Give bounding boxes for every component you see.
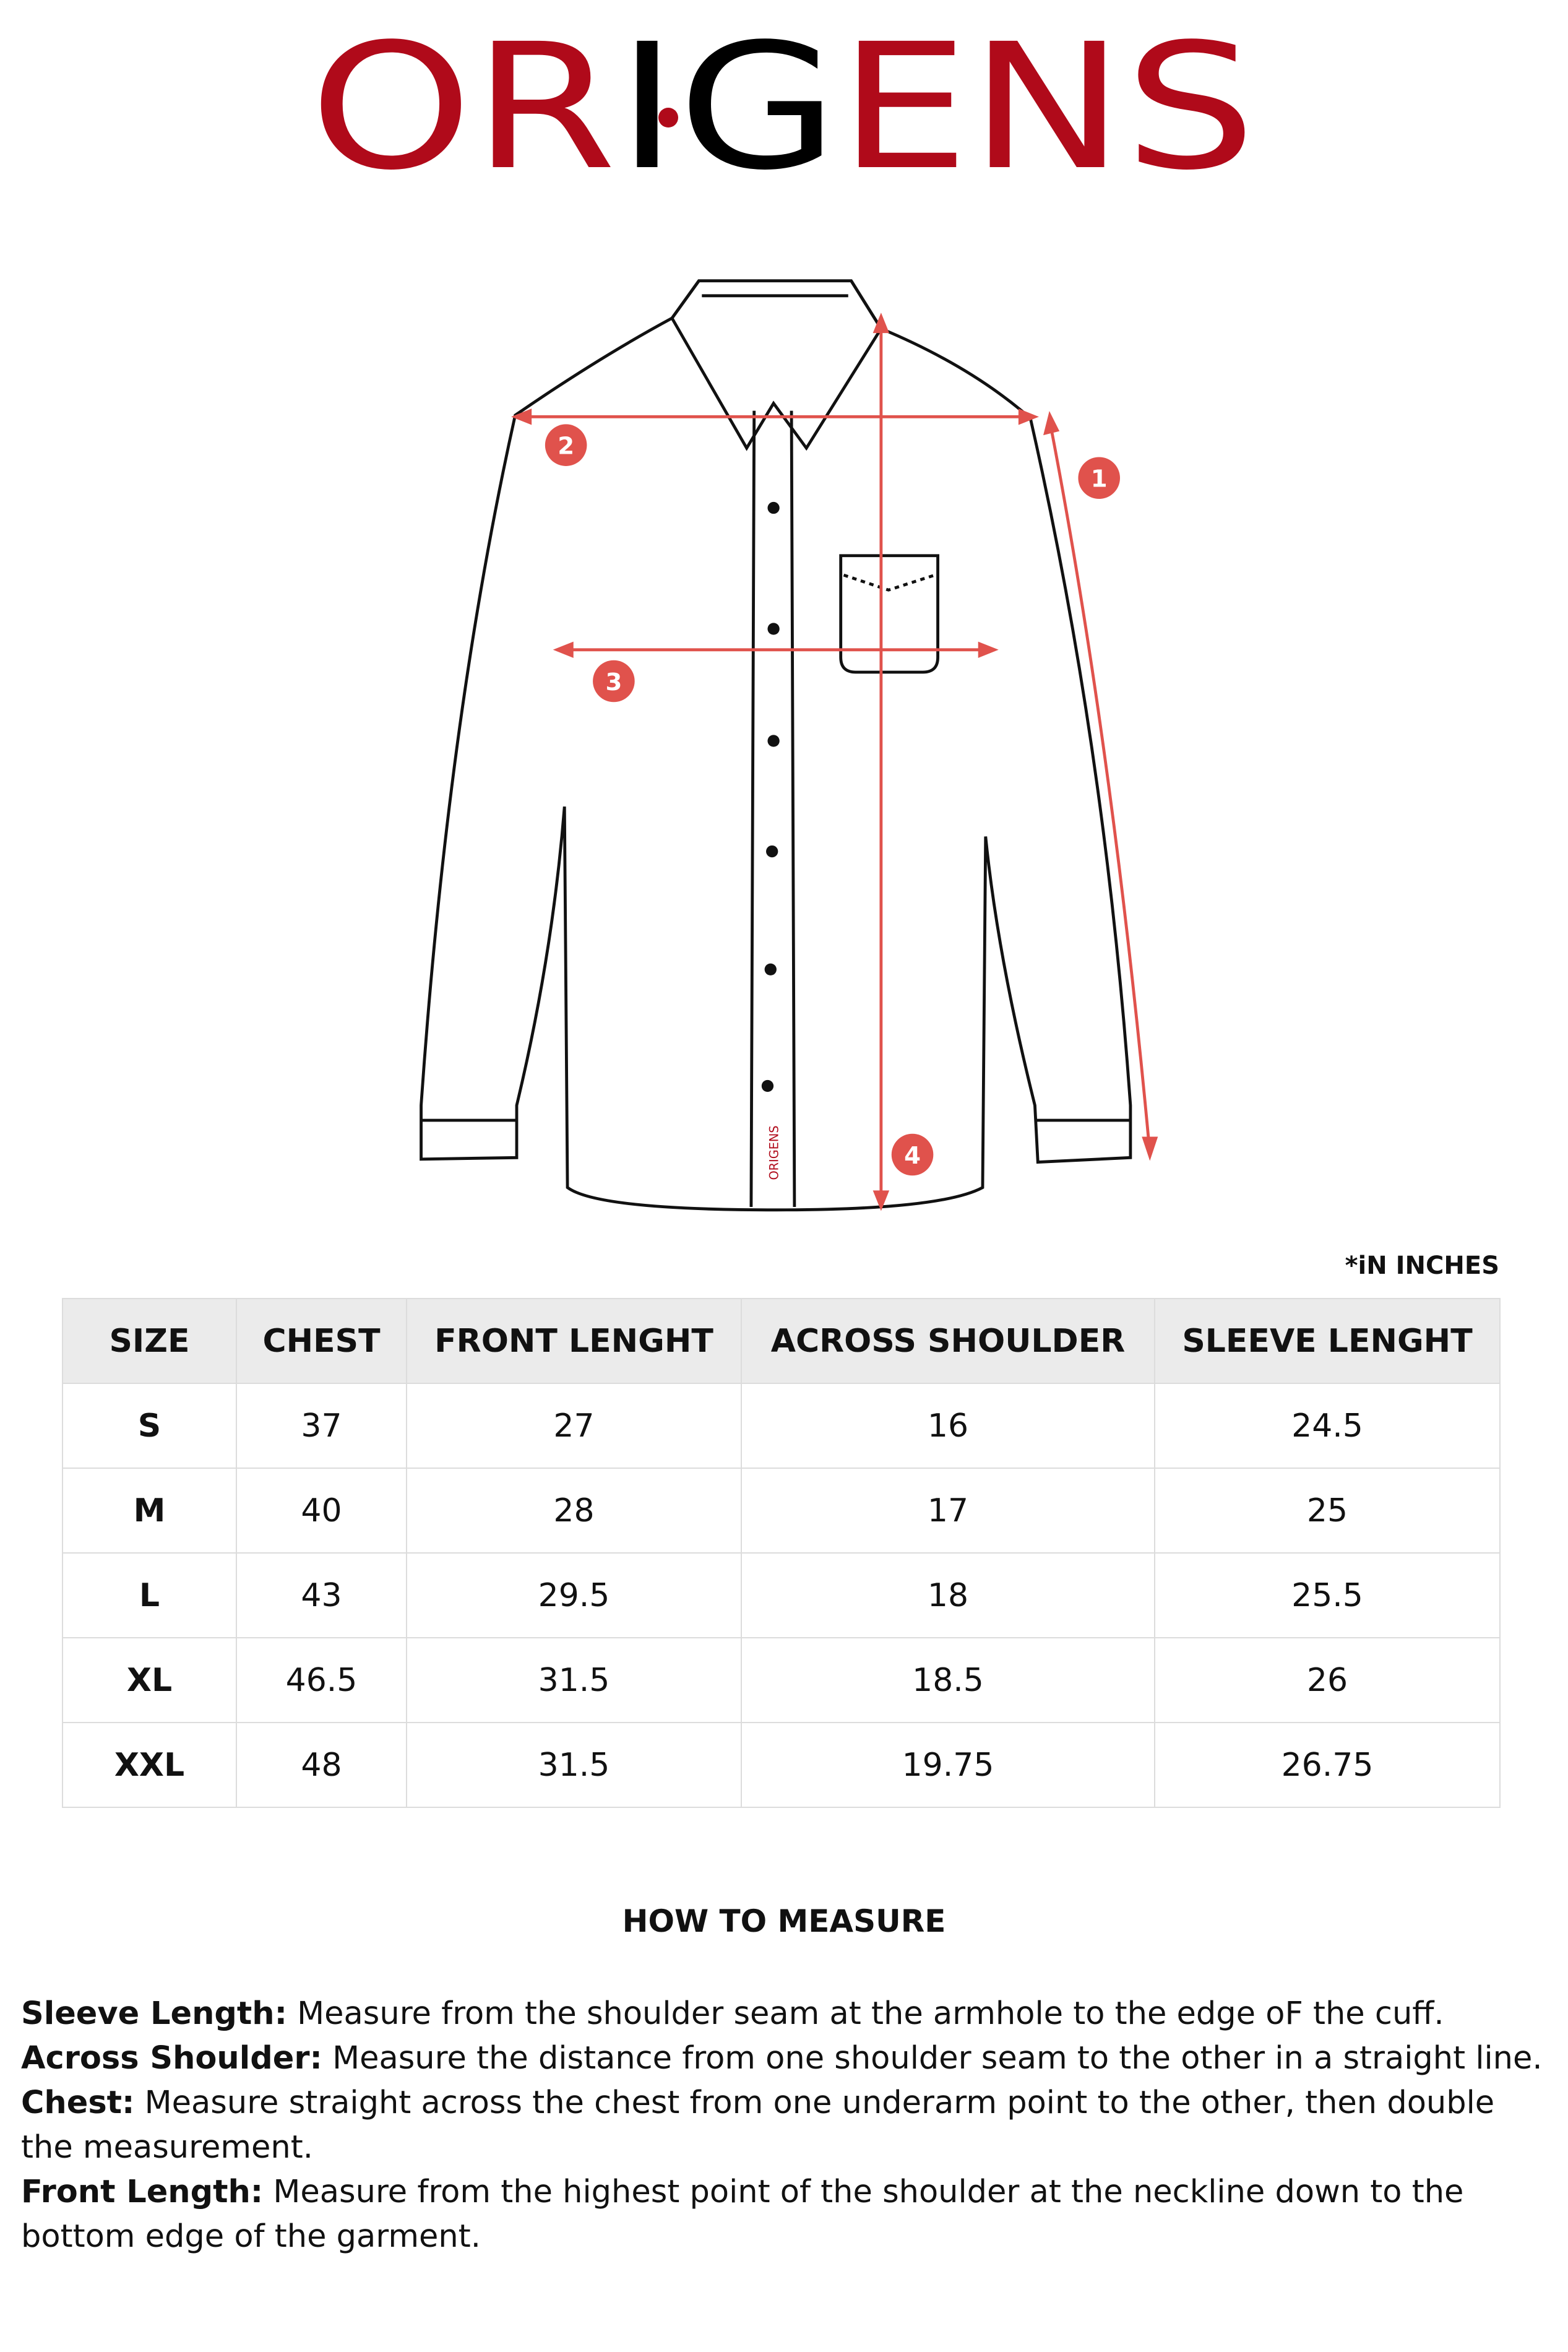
table-row — [62, 1468, 1500, 1553]
table-cell: 25.5 — [1155, 1553, 1500, 1638]
table-cell: 19.75 — [741, 1723, 1155, 1807]
table-cell: 29.5 — [407, 1553, 741, 1638]
table-cell: L — [62, 1553, 236, 1638]
table-row — [62, 1553, 1500, 1638]
instruction-chest: Chest: Measure straight across the chest from one underarm point to the other, then double the measurement. — [21, 2085, 1495, 2166]
table-cell: XL — [62, 1638, 236, 1723]
size-chart-table — [62, 1298, 1501, 1808]
instruction-shoulder: Across Shoulder: Measure the distance from one shoulder seam to the other in a straight line. — [21, 2040, 1543, 2077]
table-cell: 27 — [407, 1383, 741, 1468]
table-cell: S — [62, 1383, 236, 1468]
table-cell: 26.75 — [1155, 1723, 1500, 1807]
header-size: SIZE — [62, 1299, 236, 1383]
table-cell: 46.5 — [236, 1638, 407, 1723]
table-cell: 48 — [236, 1723, 407, 1807]
table-cell: XXL — [62, 1723, 236, 1807]
table-cell: 24.5 — [1155, 1383, 1500, 1468]
table-cell: M — [62, 1468, 236, 1553]
table-cell: 17 — [741, 1468, 1155, 1553]
table-cell: 37 — [236, 1383, 407, 1468]
how-to-measure-title: HOW TO MEASURE — [622, 1903, 946, 1939]
measure-instructions — [21, 1992, 1549, 2259]
table-cell: 26 — [1155, 1638, 1500, 1723]
pocket — [841, 556, 938, 672]
table-cell: 25 — [1155, 1468, 1500, 1553]
table-cell: 16 — [741, 1383, 1155, 1468]
svg-text:ORIGENS: ORIGENS — [767, 1125, 782, 1180]
instruction-sleeve: Sleeve Length: Measure from the shoulder seam at the armhole to the edge oF the cuff. — [21, 1995, 1444, 2032]
table-cell: 40 — [236, 1468, 407, 1553]
svg-text:3: 3 — [605, 668, 622, 696]
header-sleeve-length: SLEEVE LENGHT — [1155, 1299, 1500, 1383]
table-cell: 43 — [236, 1553, 407, 1638]
svg-text:2: 2 — [558, 432, 575, 460]
header-across-shoulder: ACROSS SHOULDER — [741, 1299, 1155, 1383]
table-row — [62, 1383, 1500, 1468]
instruction-front-length: Front Length: Measure from the highest point of the shoulder at the neckline down to the bottom edge of the garment. — [21, 2174, 1464, 2255]
table-cell: 31.5 — [407, 1723, 741, 1807]
svg-text:1: 1 — [1090, 465, 1108, 493]
table-header-row — [62, 1299, 1500, 1383]
svg-text:ORIGENS: OR IG ENS — [309, 25, 1188, 186]
header-chest: CHEST — [236, 1299, 407, 1383]
header-front-length: FRONT LENGHT — [407, 1299, 741, 1383]
unit-note: *iN INCHES — [1345, 1252, 1499, 1280]
table-cell: 18 — [741, 1553, 1155, 1638]
table-row — [62, 1723, 1500, 1807]
table-cell: 31.5 — [407, 1638, 741, 1723]
table-row — [62, 1638, 1500, 1723]
table-cell: 28 — [407, 1468, 741, 1553]
svg-text:4: 4 — [904, 1141, 921, 1170]
table-cell: 18.5 — [741, 1638, 1155, 1723]
